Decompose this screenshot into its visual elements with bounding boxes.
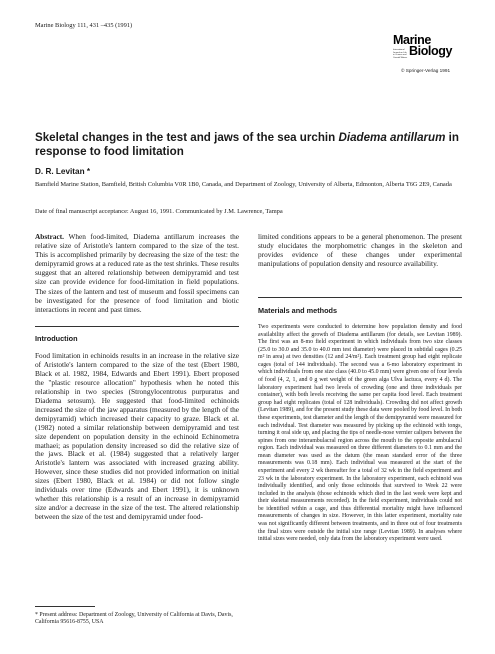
abstract-right: limited conditions appears to be a general phenomenon. The present study elucidates the morphometric changes in the skeleton and provides evidence of these changes under experimental manipulations of population density and resource availability. [258,232,462,269]
methods-text: Two experiments were conducted to determine how population density and food availability affect the growth of Diadema antillarum (for details, see Levitan 1989). The first was an 8-mo field experiment in which individuals from two size classes (25.0 to 30.0 and 35.0 to 40.0 mm test diameter) were placed in subtidal cages (0.25 m² in area) at two densities (12 and 24/m²). Each treatment group had eight replicate cages (total of 144 individuals). The second was a 6-mo laboratory experiment in which individuals from one size class (40.0 to 45.0 mm) were given one of four levels of food (4, 2, 1, and 0 g wet weight of the green alga Ulva lactuca, every 4 d). The laboratory experiment had two levels of crowding (one and three individuals per container), with both levels receiving the same per capita food level. Each treatment group had eight replicates (total of 128 individuals). Crowding did not affect growth (Levitan 1989), and for the present study these data were pooled by food level. In both these experiments, test diameter and the length of the demipyramid were measured for each individual. Test diameter was measured by picking up the echinoid with tongs, turning it oral side up, and placing the tips of needle-nose vernier calipers between the spines from one interambulacral region across the mouth to the opposite ambulacral region. Each individual was measured on three different diameters to 0.1 mm and the mean diameter was used as the datum (the mean standard error of the three measurements was 0.18 mm). Each individual was measured at the start of the experiment and every 2 wk thereafter for a total of 32 wk in the field experiment and 23 wk in the laboratory experiment. In the laboratory experiment, each echinoid was individually identified, and only those echinoids that survived to Week 22 were included in the analysis (those echinoids which died in the last week were kept and their skeletal measurements recorded). In the field experiment, individuals could not be identified within a cage, and thus differential mortality might have influenced measurements of changes in size. However, in this latter experiment, mortality rate was not significantly different between treatments, and in three out of four treatments the final sizes were outside the initial size range (Levitan 1989). In analyses where initial sizes were needed, only data from the laboratory experiment were used. [258,324,462,543]
logo-word-marine: Marine [393,33,431,47]
divider-right [258,297,462,298]
abstract-label: Abstract. [35,232,64,241]
introduction-heading: Introduction [35,334,78,343]
logo-small-text: International Journal on Life in Oceans and Coastal Waters [393,49,408,59]
abstract-text: When food-limited, Diadema antillarum increases the relative size of Aristotle's lantern compared to the size of the test. This is accomplished primarily by decreasing the size of the test: the demipyramid grows at a reduced rate as the test shrinks. These results suggest that an altered relationship between demipyramid and test size can provide evidence for food-limitation in field populations. The sizes of the lantern and test of museum and fossil specimens can be investigated for the presence of food limitation and biotic interactions in recent and past times. [35,232,240,314]
manuscript-dates: Date of final manuscript acceptance: August 16, 1991. Communicated by J.M. Lawrence, Tampa [35,208,283,215]
journal-citation: Marine Biology 111, 431 –435 (1991) [35,22,133,29]
footnote: * Present address: Department of Zoology, University of California at Davis, Davis, California 95616-8755, USA [35,612,233,626]
introduction-text: Food limitation in echinoids results in an increase in the relative size of Aristotle's lantern compared to the size of the test (Ebert 1980, Black et al. 1982, 1984, Edwards and Ebert 1991). Ebert proposed the "plastic resource allocation" hypothesis when he noted this relationship in two species (Strongylocentrotus purpuratus and Diadema setosum). He suggested that food-limited echinoids increased the size of the jaw apparatus (measured by the length of the demipyramid) which increased their capacity to graze. Black et al. (1982) noted a similar relationship between demipyramid and test size dependent on population density in the echinoid Echinometra mathaei; as population density increased so did the relative size of the jaws. Black et al. (1984) suggested that a relatively larger Aristotle's lantern was associated with increased grazing ability. However, since these studies did not provided information on initial sizes (Ebert 1980, Black et al. 1984) or did not follow single individuals over time (Edwards and Ebert 1991), it is unknown whether this relationship is a result of an increase in demipyramid size and/or a decrease in the size of the test. The altered relationship between the size of the test and demipyramid under food- [35,351,239,522]
abstract-left [35,232,239,314]
methods-heading: Materials and methods [258,306,338,315]
author: D. R. Levitan * [35,167,91,176]
title-part-1: Skeletal changes in the test and jaws of the sea urchin [35,131,339,144]
divider-left [35,326,239,327]
affiliation: Bamfield Marine Station, Bamfield, British Columbia V0R 1B0, Canada, and Department of Zoology, University of Alberta, Edmonton, Alberta T6G 2E9, Canada [35,181,452,188]
article-title [35,131,475,158]
logo-copyright: © Springer-Verlag 1991 [401,68,451,73]
journal-logo [393,35,463,83]
title-species: Diadema antillarum [338,131,446,144]
logo-word-biology: Biology [409,44,453,58]
title-part-2: in response to food limitation [35,131,459,158]
footnote-divider [35,606,95,607]
